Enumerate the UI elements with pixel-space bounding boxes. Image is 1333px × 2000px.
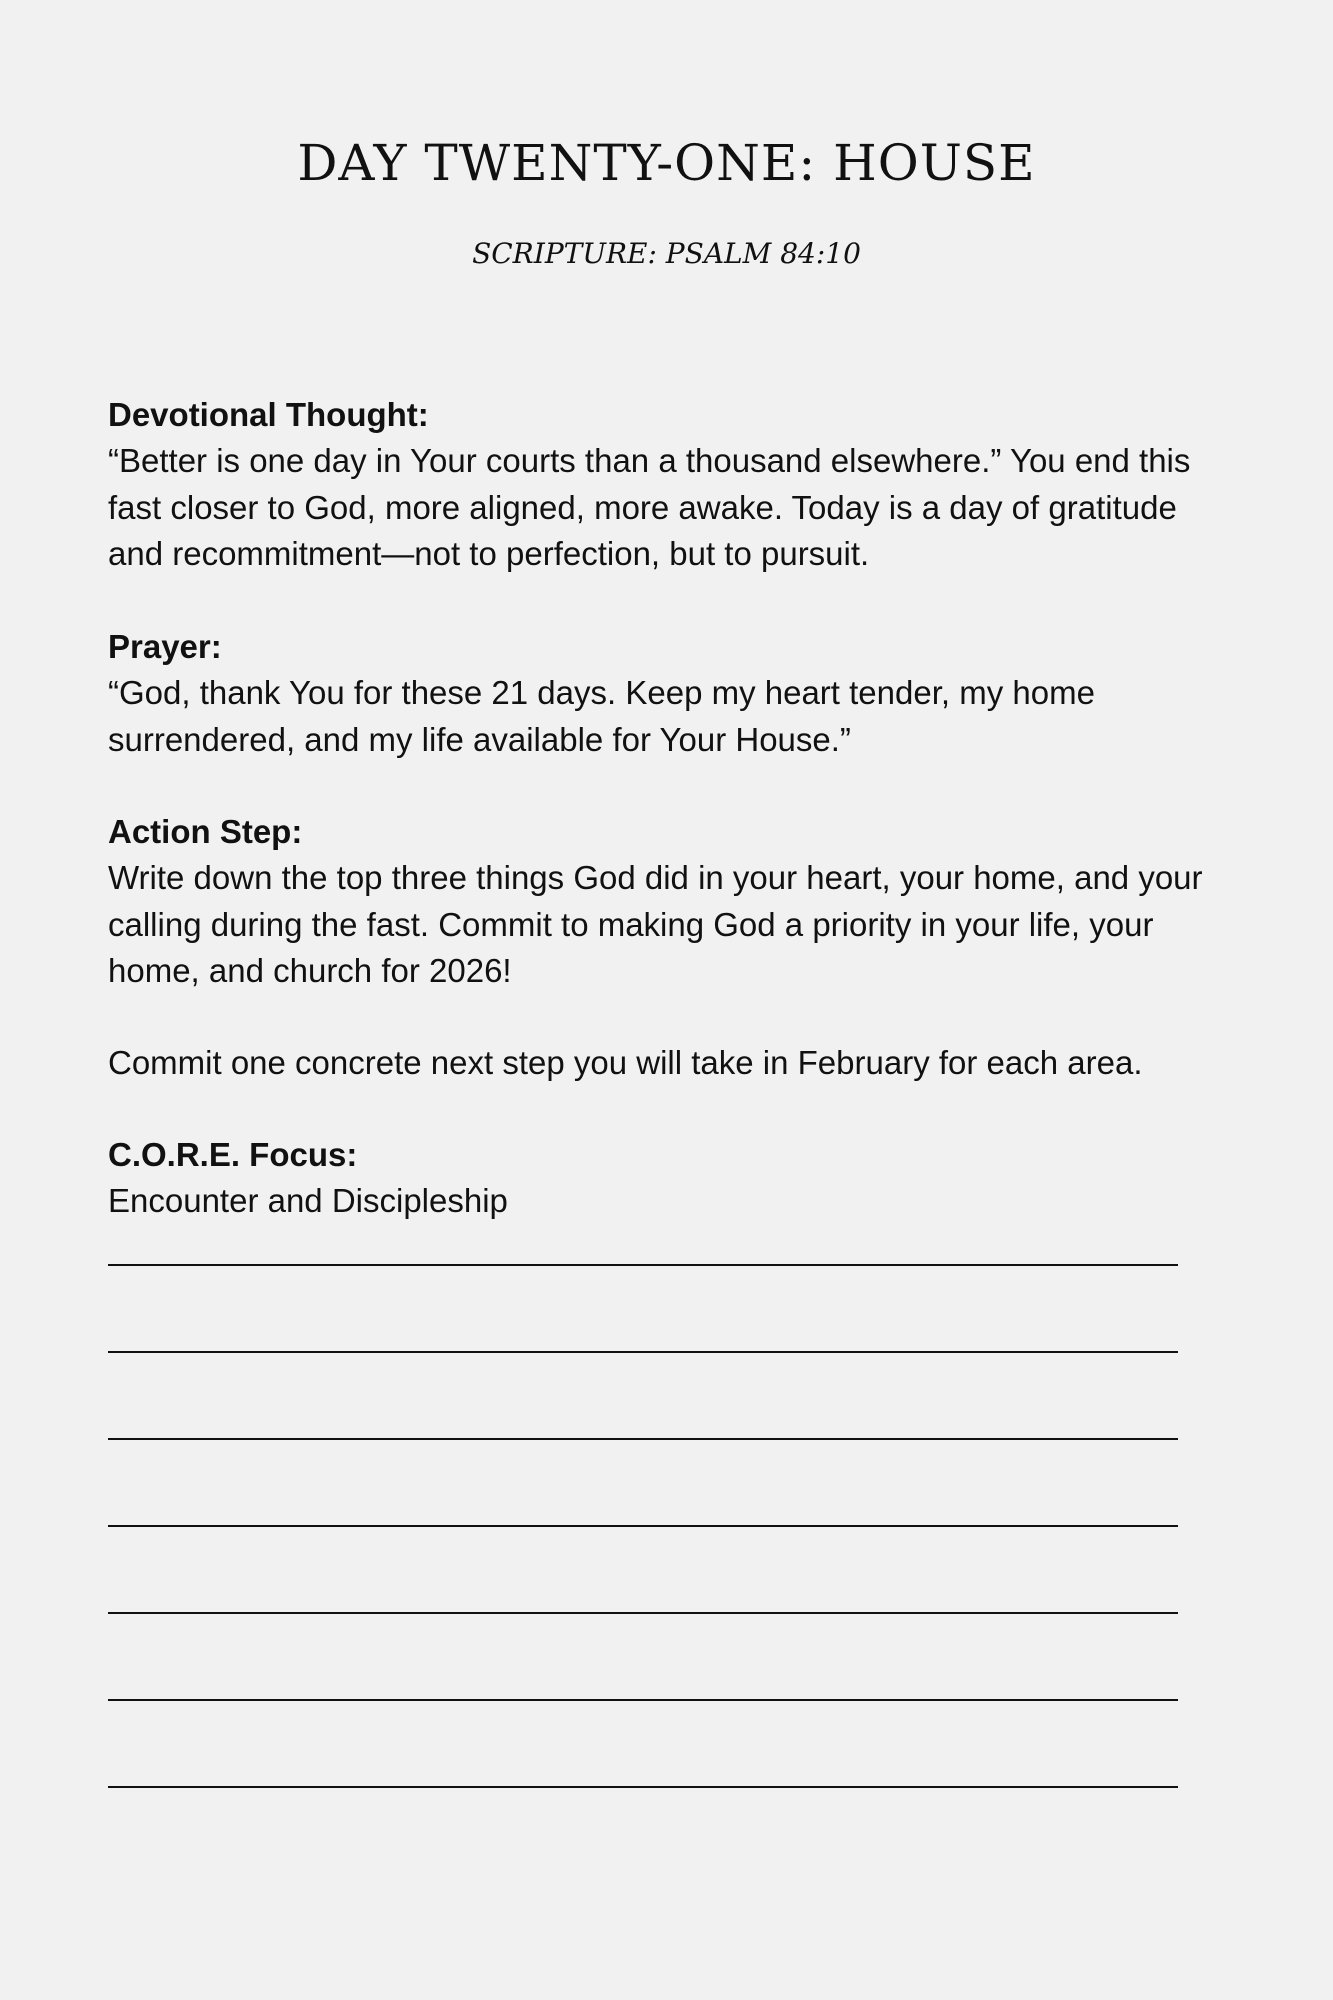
writing-line: [108, 1214, 1178, 1266]
action-step-text: Write down the top three things God did in your heart, your home, and your calling during the fast. Commit to making God a priority in your life, your home, and church for 2026!: [108, 859, 1203, 989]
commit-text: Commit one concrete next step you will take in February for each area.: [108, 1044, 1143, 1081]
devotional-text: “Better is one day in Your courts than a thousand elsewhere.” You end this fast closer to God, more aligned, more awake. Today is a day of gratitude and recommitment—not to perfection, but to pursuit.: [108, 442, 1191, 572]
writing-line: [108, 1698, 1178, 1788]
action-step-section: [108, 809, 1208, 995]
writing-line: [108, 1263, 1178, 1353]
core-focus-heading: C.O.R.E. Focus:: [108, 1136, 358, 1173]
devotional-heading: Devotional Thought:: [108, 396, 429, 433]
prayer-section: [108, 624, 1208, 763]
scripture-reference: SCRIPTURE: PSALM 84:10: [472, 237, 861, 270]
writing-line: [108, 1437, 1178, 1527]
core-focus-text: Encounter and Discipleship: [108, 1182, 508, 1219]
devotional-section: [108, 392, 1208, 578]
prayer-heading: Prayer:: [108, 628, 222, 665]
action-step-heading: Action Step:: [108, 813, 303, 850]
writing-line: [108, 1350, 1178, 1440]
prayer-text: “God, thank You for these 21 days. Keep my heart tender, my home surrendered, and my life available for Your House.”: [108, 674, 1095, 758]
writing-line: [108, 1611, 1178, 1701]
commit-section: [108, 1040, 1208, 1087]
core-focus-section: [108, 1132, 1208, 1225]
writing-line: [108, 1524, 1178, 1614]
page-title: DAY TWENTY-ONE: HOUSE: [297, 134, 1036, 192]
writing-lines: [108, 1214, 1178, 1788]
